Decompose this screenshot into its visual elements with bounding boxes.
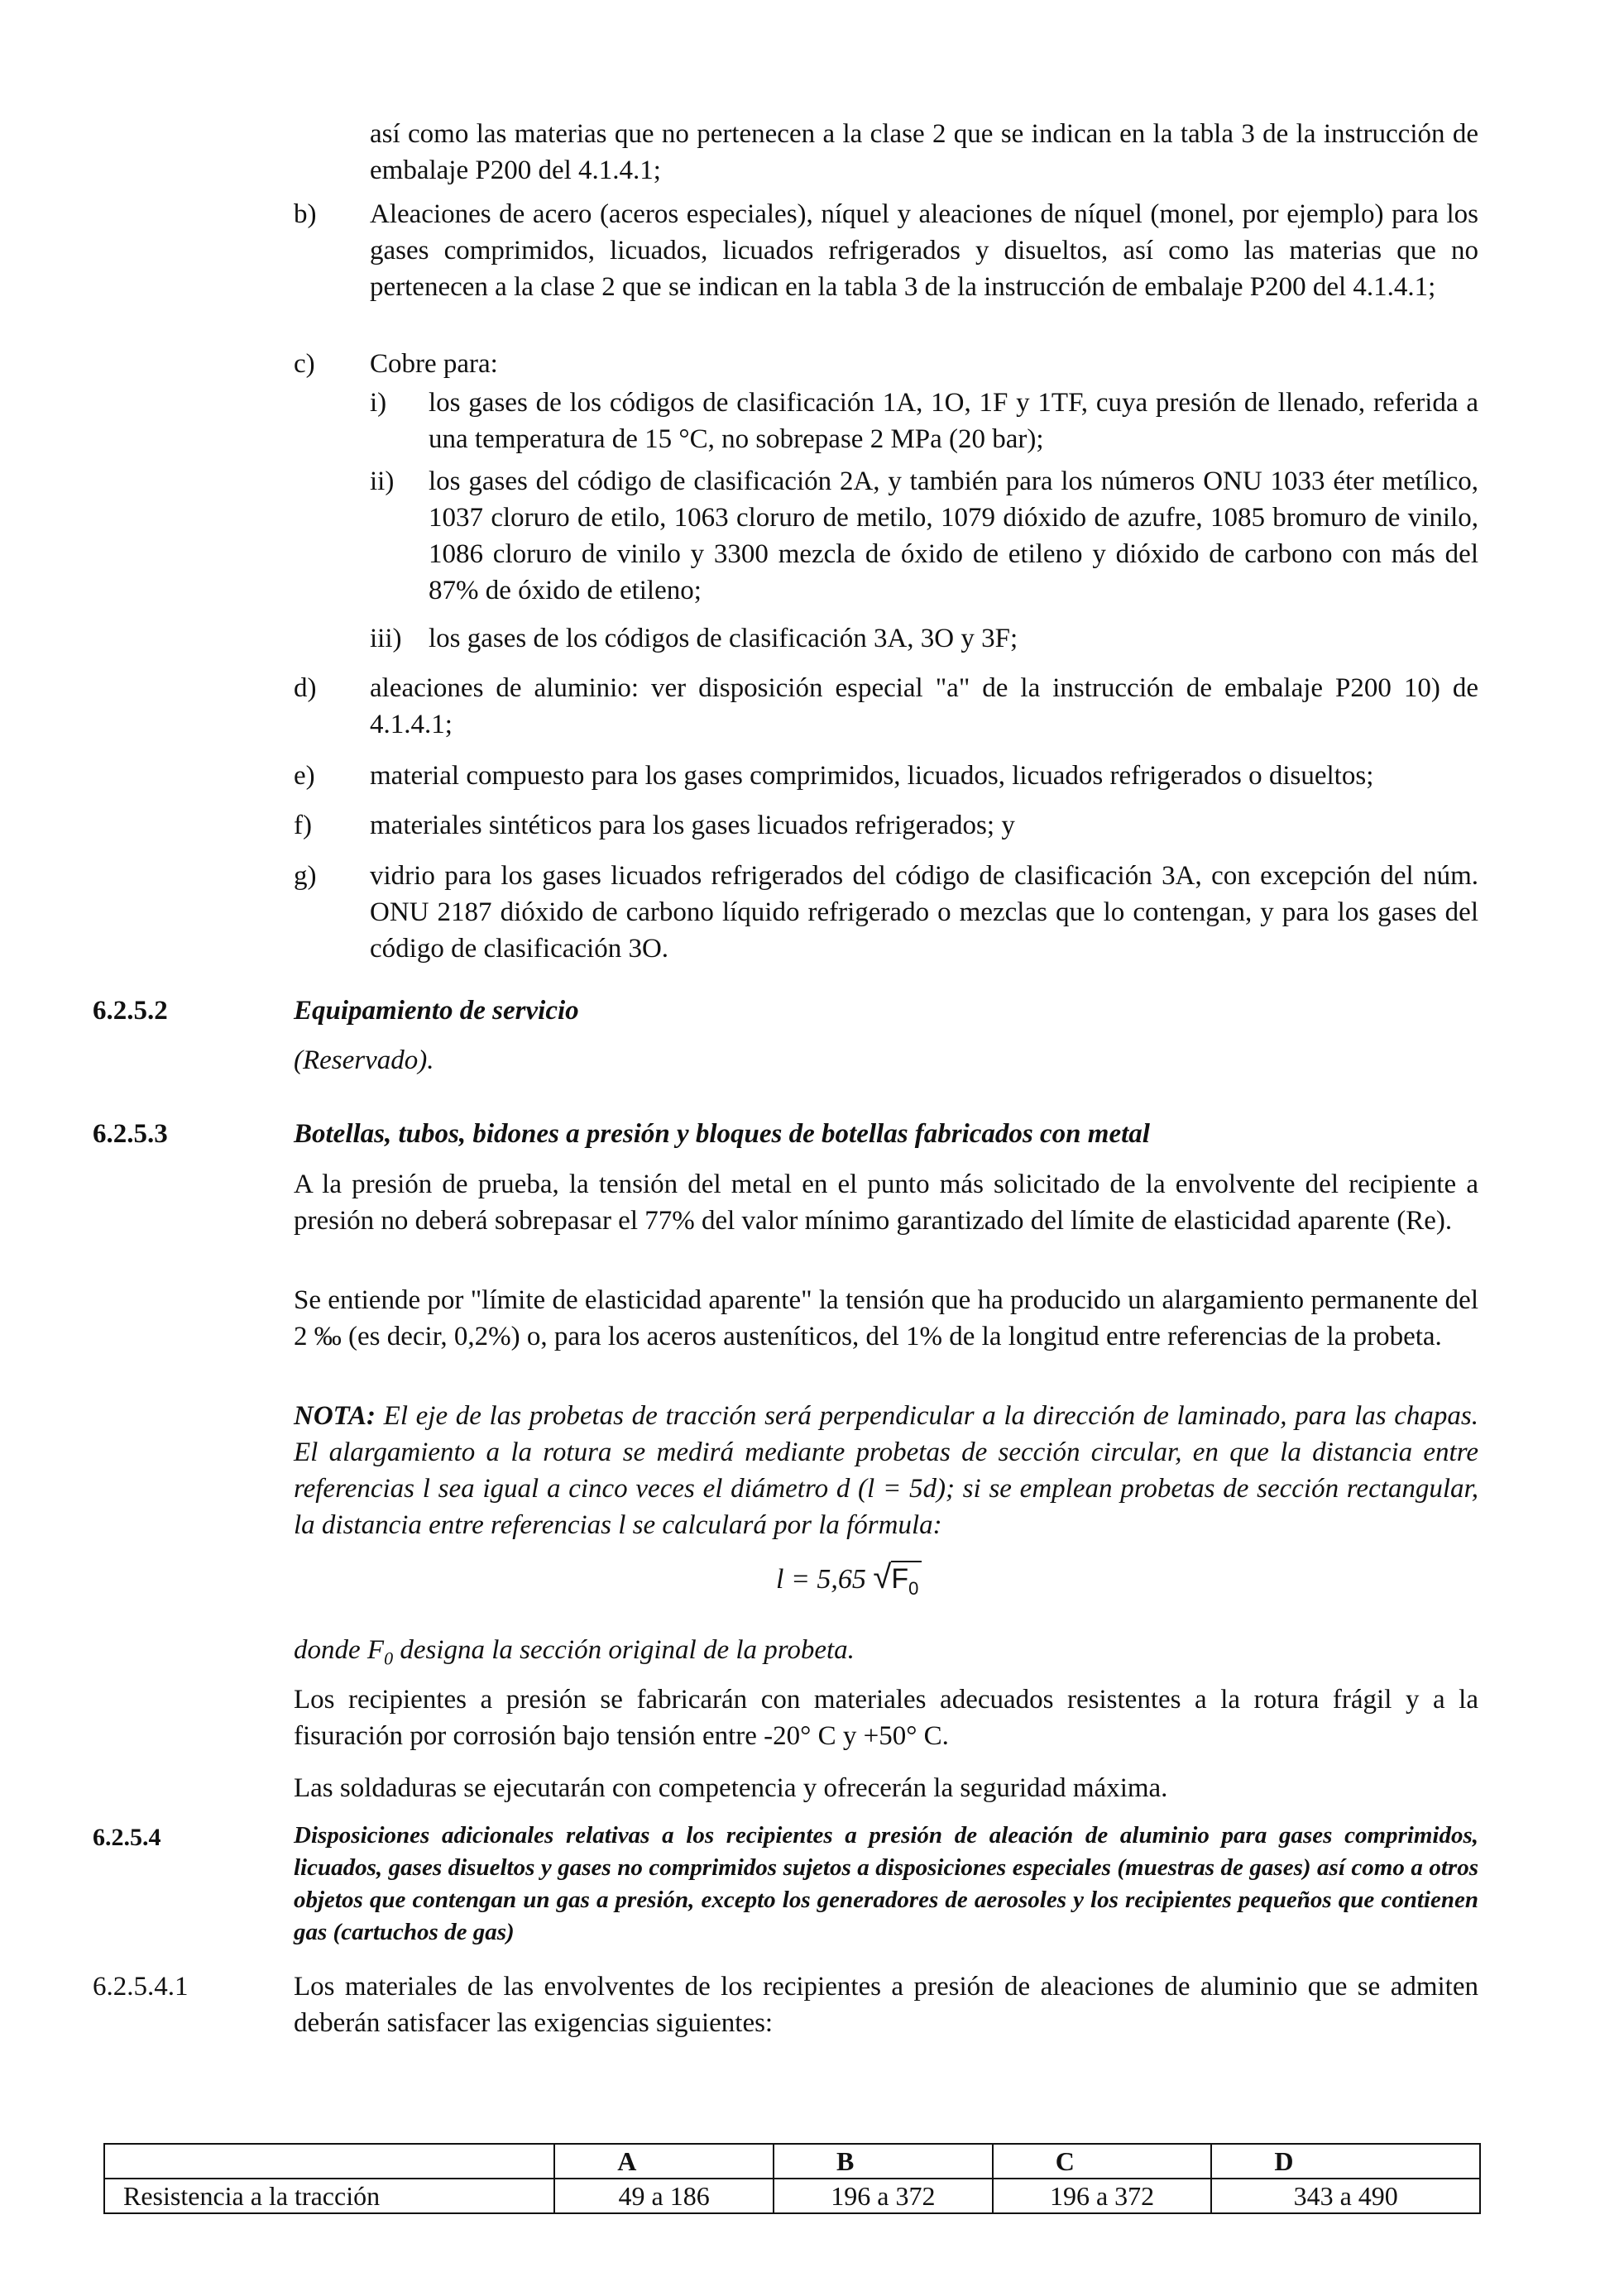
requirements-table [103,2143,1481,2214]
list-label-f: f) [294,811,312,840]
list-label-ii: ii) [370,466,395,496]
where-sub: 0 [384,1648,394,1669]
where-pre: donde F [294,1635,385,1665]
table-header-cell: A [554,2144,774,2179]
section-title-6254: Disposiciones adicionales relativas a los recipientes a presión de aleación de aluminio para gases comprimidos, licuados, gases disueltos y gases no comprimidos sujetos a disposiciones especiales (muestras de gases) así como a otros objetos que contengan un gas a presión, excepto los generadores de aerosoles y los recipientes pequeños que contienen gas (cartuchos de gas) [294,1822,1478,1945]
section-number-6254: 6.2.5.4 [93,1824,161,1851]
paragraph-welds: Las soldaduras se ejecutarán con competencia y ofrecerán la seguridad máxima. [294,1773,1168,1803]
table-header-cell: C [993,2144,1212,2179]
list-item-c: Cobre para: [370,349,498,379]
list-item-g: vidrio para los gases licuados refrigerados del código de clasificación 3A, con excepción del núm. ONU 2187 dióxido de carbono líquido refrigerado o mezclas que lo contengan, y para los gases del código de clasificación 3O. [370,861,1478,964]
table-cell: Resistencia a la tracción [104,2179,554,2213]
section-title-6253: Botellas, tubos, bidones a presión y bloques de botellas fabricados con metal [294,1119,1150,1149]
list-item-b: Aleaciones de acero (aceros especiales), níquel y aleaciones de níquel (monel, por ejemplo) para los gases comprimidos, licuados, licuados refrigerados y disueltos, así como las materias que no pertenecen a la clase 2 que se indican en la tabla 3 de la instrucción de embalaje P200 del 4.1.4.1; [370,199,1478,302]
paragraph-yield-limit: Se entiende por "límite de elasticidad aparente" la tensión que ha producido un alargamiento permanente del 2 ‰ (es decir, 0,2%) o, para los aceros austeníticos, del 1% de la longitud entre referencias de la probeta. [294,1285,1478,1351]
list-item-iii: los gases de los códigos de clasificación 3A, 3O y 3F; [429,624,1018,653]
formula [776,1559,918,1600]
table-header-cell: B [774,2144,993,2179]
section-number-6252: 6.2.5.2 [93,996,168,1026]
table-cell: 49 a 186 [554,2179,774,2213]
list-item-d: aleaciones de aluminio: ver disposición especial "a" de la instrucción de embalaje P200 10) de 4.1.4.1; [370,673,1478,739]
list-label-iii: iii) [370,624,402,653]
list-label-c: c) [294,349,315,379]
paragraph-test-pressure: A la presión de prueba, la tensión del metal en el punto más solicitado de la envolvente del recipiente a presión no deberá sobrepasar el 77% del valor mínimo garantizado del límite de elasticidad aparente (Re). [294,1170,1478,1236]
where-post: designa la sección original de la probeta. [393,1635,855,1665]
table-cell: 196 a 372 [774,2179,993,2213]
list-label-b: b) [294,199,317,229]
section-text-62541: Los materiales de las envolventes de los recipientes a presión de aleaciones de aluminio que se admiten deberán satisfacer las exigencias siguientes: [294,1972,1478,2038]
formula-explanation [294,1632,855,1677]
list-item-ii: los gases del código de clasificación 2A, y también para los números ONU 1033 éter metílico, 1037 cloruro de etilo, 1063 cloruro de metilo, 1079 dióxido de azufre, 1085 bromuro de vinilo, 1086 cloruro de vinilo y 3300 mezcla de óxido de etileno y dióxido de carbono con más del 87% de óxido de etileno; [429,466,1478,605]
table-header-cell: D [1211,2144,1480,2179]
section-number-62541: 6.2.5.4.1 [93,1972,189,2002]
list-item-i: los gases de los códigos de clasificación 1A, 1O, 1F y 1TF, cuya presión de llenado, referida a una temperatura de 15 °C, no sobrepase 2 MPa (20 bar); [429,388,1478,454]
list-label-d: d) [294,673,317,703]
list-item-e: material compuesto para los gases comprimidos, licuados, licuados refrigerados o disueltos; [370,761,1374,791]
table-cell: 196 a 372 [993,2179,1212,2213]
section-body-6252: (Reservado). [294,1045,434,1075]
paragraph-materials: Los recipientes a presión se fabricarán con materiales adecuados resistentes a la rotura frágil y a la fisuración por corrosión bajo tensión entre -20° C y +50° C. [294,1685,1478,1751]
list-label-e: e) [294,761,315,791]
section-number-6253: 6.2.5.3 [93,1119,168,1149]
list-label-g: g) [294,861,317,891]
formula-sub: 0 [908,1577,919,1599]
note-text: El eje de las probetas de tracción será perpendicular a la dirección de laminado, para las chapas. El alargamiento a la rotura se medirá mediante probetas de sección circular, en que la distancia entre referencias l sea igual a cinco veces el diámetro d (l = 5d); si se emplean probetas de sección rectangular, la distancia entre referencias l se calculará por la fórmula: [294,1401,1478,1540]
formula-lhs: l = 5,65 [776,1564,866,1595]
note-label: NOTA: [294,1401,376,1431]
list-intro-text: así como las materias que no pertenecen a la clase 2 que se indican en la tabla 3 de la instrucción de embalaje P200 del 4.1.4.1; [370,119,1478,185]
table-cell: 343 a 490 [1211,2179,1480,2213]
formula-var: F [891,1563,909,1595]
table-header-row [104,2144,1480,2179]
table-row [104,2179,1480,2213]
list-label-i: i) [370,388,387,418]
list-item-f: materiales sintéticos para los gases licuados refrigerados; y [370,811,1015,840]
square-root-icon: √ $F_0$ [873,1559,918,1600]
section-title-6252: Equipamiento de servicio [294,996,579,1026]
table-header-cell [104,2144,554,2179]
note-paragraph [294,1398,1478,1543]
